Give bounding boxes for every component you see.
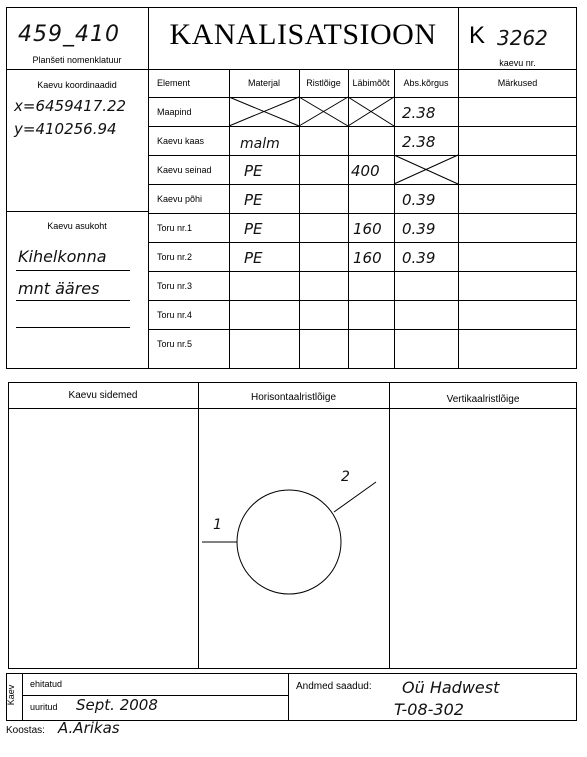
page-title: KANALISATSIOON [169,18,437,51]
coordinate-y: y=410256.94 [14,120,117,138]
table-row-element: Toru nr.2 [157,252,193,262]
uuritud-label: uuritud [30,702,58,712]
location-line2: mnt ääres [18,279,100,298]
coordinates-label: Kaevu koordinaadid [37,80,117,90]
table-row-element: Toru nr.4 [157,310,193,320]
sketch-col2-header: Horisontaalristlõige [250,392,337,403]
well-number: 3262 [497,26,548,50]
table-cell-labimoot: 160 [353,220,382,238]
table-row-element: Toru nr.5 [157,339,193,349]
col-header-abs-korgus: Abs.kõrgus [403,78,449,88]
col-header-materjal: Materjal [247,78,280,88]
horizontal-section-sketch [198,408,389,668]
table-cell-abs: 2.38 [402,104,436,122]
table-cell-materjal: PE [244,191,263,209]
andmed-line1: Oü Hadwest [402,678,500,697]
plansheet-number: 459_410 [18,22,120,47]
coordinate-x: x=6459417.22 [14,97,127,115]
location-label: Kaevu asukoht [47,221,107,231]
table-row-element: Toru nr.1 [157,223,193,233]
koostas-value: A.Arikas [58,719,120,737]
col-header-labimoot: Läbimõõt [352,78,390,88]
sketch-col1-header: Kaevu sidemed [68,390,138,401]
andmed-line2: T-08-302 [394,700,464,719]
footer-andmed-divider [288,673,289,720]
table-row-element: Toru nr.3 [157,281,193,291]
table-cell-labimoot: 160 [353,249,382,267]
ehitatud-label: ehitatud [30,679,63,689]
koostas-label: Koostas: [6,725,45,736]
table-row-element: Kaevu seinad [157,165,212,175]
table-cell-materjal: malm [240,136,280,152]
table-cell-abs: 0.39 [402,191,436,209]
col-header-markused: Märkused [497,78,538,88]
table-cell-labimoot: 400 [351,162,380,180]
footer-right-border [576,673,577,720]
table-cell-materjal: PE [244,249,263,267]
cross-marks [0,0,587,370]
table-row-element: Kaevu põhi [157,194,203,204]
sketch-col3-header: Vertikaalristlõige [446,394,520,405]
footer-top-line [6,673,577,674]
sketch-col-divider [389,382,390,669]
table-cell-abs: 2.38 [402,133,436,151]
table-row-element: Maapind [157,107,192,117]
table-cell-materjal: PE [244,220,263,238]
table-cell-abs: 0.39 [402,249,436,267]
well-prefix: K [469,22,486,49]
pipe2-label: 2 [341,469,350,485]
well-label: kaevu nr. [499,58,536,68]
pipe1-label: 1 [213,517,222,533]
kaev-label: Kaev [6,684,16,706]
col-header-ristloige: Ristlõige [306,78,341,88]
location-line1: Kihelkonna [18,247,107,266]
plansheet-label: Planšeti nomenklatuur [32,55,122,65]
table-cell-abs: 0.39 [402,220,436,238]
col-header-element: Element [157,78,191,88]
uuritud-value: Sept. 2008 [76,696,158,714]
footer-kaev-divider [22,673,23,720]
andmed-label: Andmed saadud: [296,681,372,692]
table-row-element: Kaevu kaas [157,136,205,146]
table-cell-materjal: PE [244,162,263,180]
